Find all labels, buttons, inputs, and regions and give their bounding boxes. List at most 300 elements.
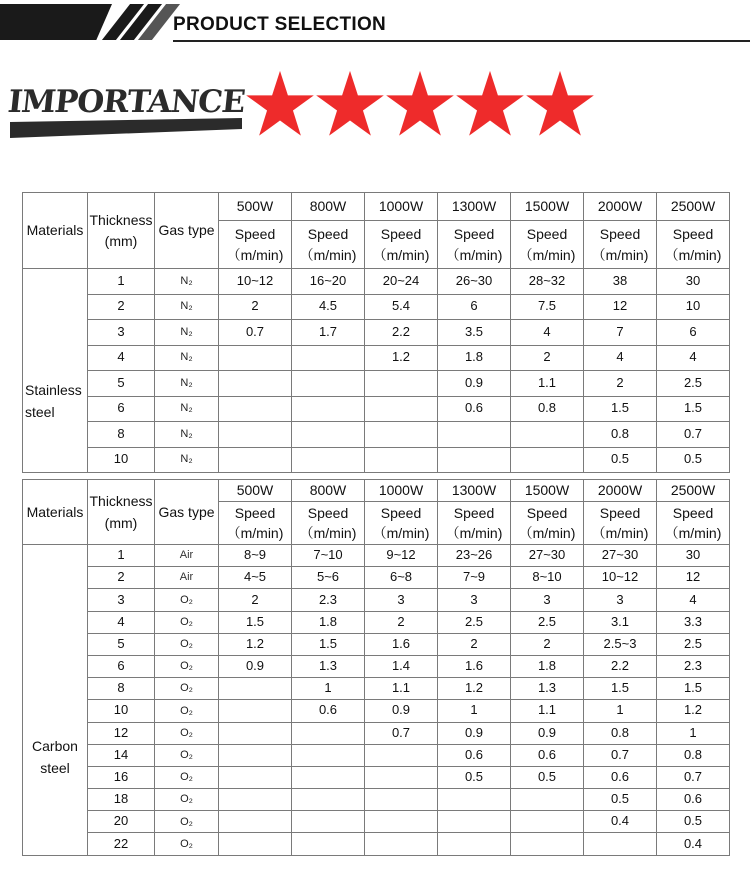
speed-header-label: Speed [234, 226, 276, 243]
power-header: 1500W [511, 193, 584, 221]
speed-cell: 1 [584, 700, 657, 722]
speed-cell: 1.6 [438, 655, 511, 677]
header-row [23, 480, 730, 502]
material-name-line1: Carbon [32, 738, 78, 755]
power-header: 800W [292, 480, 365, 502]
speed-cell: 0.6 [438, 396, 511, 422]
speed-cell [511, 789, 584, 811]
speed-cell [365, 396, 438, 422]
speed-cell [292, 396, 365, 422]
speed-cell [584, 833, 657, 855]
speed-cell [219, 744, 292, 766]
speed-header-label: Speed [599, 504, 641, 521]
speed-header-unit: （m/min) [372, 525, 430, 541]
gas-cell: N₂ [155, 396, 219, 422]
thickness-cell: 1 [88, 545, 155, 567]
speed-cell: 3 [511, 589, 584, 611]
carbon-steel-table [22, 479, 730, 856]
speed-cell: 5~6 [292, 567, 365, 589]
thickness-cell: 1 [88, 269, 155, 295]
thickness-cell: 5 [88, 633, 155, 655]
speed-header-label: Speed [526, 504, 568, 521]
table-row [23, 722, 730, 744]
speed-cell: 0.6 [511, 744, 584, 766]
speed-cell: 2.2 [584, 655, 657, 677]
speed-cell: 30 [657, 545, 730, 567]
speed-header [511, 221, 584, 269]
speed-cell [219, 396, 292, 422]
speed-cell: 1.8 [511, 655, 584, 677]
gas-cell: N₂ [155, 371, 219, 397]
speed-cell: 3 [438, 589, 511, 611]
speed-header [657, 502, 730, 545]
star-icon [384, 68, 456, 140]
speed-header-unit: （m/min) [372, 246, 430, 263]
material-name-line2: steel [25, 403, 55, 420]
speed-cell: 3.1 [584, 611, 657, 633]
header-black-bar [0, 4, 112, 40]
speed-cell [292, 811, 365, 833]
speed-header [438, 221, 511, 269]
speed-cell [292, 833, 365, 855]
speed-header-unit: （m/min) [518, 246, 576, 263]
thickness-cell: 14 [88, 744, 155, 766]
thickness-header-label: Thickness [89, 493, 153, 510]
speed-cell: 1 [292, 678, 365, 700]
speed-cell: 4 [584, 345, 657, 371]
thickness-header [88, 193, 155, 269]
section-header [0, 0, 750, 46]
thickness-cell: 10 [88, 447, 155, 473]
header-underline [173, 40, 750, 42]
speed-cell [292, 371, 365, 397]
speed-cell: 0.7 [219, 320, 292, 346]
speed-cell [292, 345, 365, 371]
speed-cell [511, 422, 584, 448]
speed-header-label: Speed [307, 226, 349, 243]
speed-cell: 0.9 [219, 655, 292, 677]
speed-cell: 0.5 [657, 447, 730, 473]
speed-cell: 2 [219, 294, 292, 320]
thickness-cell: 12 [88, 722, 155, 744]
speed-cell: 38 [584, 269, 657, 295]
gas-cell: O₂ [155, 700, 219, 722]
speed-cell: 2 [365, 611, 438, 633]
speed-cell: 12 [584, 294, 657, 320]
speed-cell: 0.8 [584, 422, 657, 448]
speed-cell: 1 [657, 722, 730, 744]
speed-cell [365, 766, 438, 788]
speed-cell [365, 744, 438, 766]
speed-header-label: Speed [380, 226, 422, 243]
thickness-cell: 8 [88, 422, 155, 448]
power-header: 2000W [584, 480, 657, 502]
gas-cell: O₂ [155, 833, 219, 855]
star-icon [314, 68, 386, 140]
table-row [23, 833, 730, 855]
power-header: 1300W [438, 480, 511, 502]
speed-cell: 23~26 [438, 545, 511, 567]
speed-cell [438, 833, 511, 855]
speed-cell [438, 447, 511, 473]
table-row [23, 269, 730, 295]
gas-cell: O₂ [155, 811, 219, 833]
speed-header [584, 221, 657, 269]
materials-header: Materials [23, 480, 88, 545]
gas-cell: N₂ [155, 320, 219, 346]
speed-cell [365, 447, 438, 473]
material-cell [23, 545, 88, 856]
power-header: 2000W [584, 193, 657, 221]
speed-cell: 0.8 [511, 396, 584, 422]
speed-cell: 7.5 [511, 294, 584, 320]
speed-header-unit: （m/min) [591, 525, 649, 541]
power-header: 500W [219, 480, 292, 502]
speed-cell: 1.1 [511, 700, 584, 722]
speed-cell: 12 [657, 567, 730, 589]
gas-cell: O₂ [155, 655, 219, 677]
speed-cell: 0.5 [657, 811, 730, 833]
speed-cell: 0.8 [657, 744, 730, 766]
speed-header-unit: （m/min) [226, 246, 284, 263]
gas-type-header: Gas type [155, 193, 219, 269]
power-header: 1300W [438, 193, 511, 221]
speed-cell: 2 [511, 633, 584, 655]
table-row [23, 633, 730, 655]
speed-cell: 1.6 [365, 633, 438, 655]
power-header: 800W [292, 193, 365, 221]
thickness-cell: 4 [88, 345, 155, 371]
power-header: 2500W [657, 480, 730, 502]
speed-cell: 1.5 [657, 678, 730, 700]
speed-cell [292, 722, 365, 744]
speed-cell: 9~12 [365, 545, 438, 567]
speed-cell: 1.5 [584, 678, 657, 700]
speed-header-label: Speed [526, 226, 568, 243]
speed-header [219, 502, 292, 545]
speed-cell: 1.3 [511, 678, 584, 700]
speed-cell: 1.8 [292, 611, 365, 633]
speed-cell: 1.8 [438, 345, 511, 371]
speed-cell: 0.9 [365, 700, 438, 722]
speed-header-unit: （m/min) [299, 246, 357, 263]
speed-header-label: Speed [672, 504, 714, 521]
speed-header-label: Speed [307, 504, 349, 521]
speed-cell: 7 [584, 320, 657, 346]
table-row [23, 320, 730, 346]
power-header: 1000W [365, 480, 438, 502]
speed-cell [219, 811, 292, 833]
speed-header [511, 502, 584, 545]
speed-cell: 0.9 [438, 371, 511, 397]
speed-cell: 7~9 [438, 567, 511, 589]
table-row [23, 811, 730, 833]
gas-cell: O₂ [155, 744, 219, 766]
speed-cell: 7~10 [292, 545, 365, 567]
speed-cell: 0.7 [657, 766, 730, 788]
stainless-steel-table [22, 192, 730, 473]
thickness-cell: 22 [88, 833, 155, 855]
speed-header [292, 221, 365, 269]
speed-cell [219, 447, 292, 473]
speed-cell: 27~30 [584, 545, 657, 567]
speed-cell [292, 789, 365, 811]
gas-type-header: Gas type [155, 480, 219, 545]
speed-cell [365, 789, 438, 811]
table-row [23, 396, 730, 422]
material-name-line2: steel [40, 760, 70, 777]
speed-cell: 2.5~3 [584, 633, 657, 655]
speed-cell [365, 371, 438, 397]
speed-cell: 8~9 [219, 545, 292, 567]
speed-cell: 0.5 [511, 766, 584, 788]
speed-cell: 10~12 [219, 269, 292, 295]
thickness-header-unit: (mm) [104, 233, 138, 249]
speed-cell: 6 [657, 320, 730, 346]
speed-cell [292, 447, 365, 473]
gas-cell: O₂ [155, 589, 219, 611]
speed-header [365, 502, 438, 545]
speed-cell [292, 744, 365, 766]
thickness-cell: 6 [88, 655, 155, 677]
table-row [23, 611, 730, 633]
speed-cell [438, 422, 511, 448]
thickness-cell: 18 [88, 789, 155, 811]
speed-cell [511, 811, 584, 833]
speed-cell: 0.5 [584, 789, 657, 811]
speed-cell: 2.5 [657, 371, 730, 397]
speed-header [657, 221, 730, 269]
speed-cell: 2.5 [657, 633, 730, 655]
speed-header-label: Speed [453, 504, 495, 521]
speed-cell: 1 [438, 700, 511, 722]
speed-header [292, 502, 365, 545]
speed-cell: 3.5 [438, 320, 511, 346]
speed-cell [219, 345, 292, 371]
speed-header-label: Speed [453, 226, 495, 243]
power-header: 500W [219, 193, 292, 221]
speed-cell [292, 766, 365, 788]
speed-cell: 1.2 [657, 700, 730, 722]
speed-cell: 0.9 [511, 722, 584, 744]
speed-cell: 20~24 [365, 269, 438, 295]
speed-header-unit: （m/min) [591, 246, 649, 263]
speed-cell: 1.7 [292, 320, 365, 346]
speed-cell: 6~8 [365, 567, 438, 589]
thickness-header-label: Thickness [89, 211, 153, 228]
speed-cell: 16~20 [292, 269, 365, 295]
header-row [23, 193, 730, 221]
speed-cell: 28~32 [511, 269, 584, 295]
speed-header-label: Speed [599, 226, 641, 243]
thickness-cell: 10 [88, 700, 155, 722]
table-row [23, 789, 730, 811]
speed-cell: 4 [657, 589, 730, 611]
gas-cell: N₂ [155, 447, 219, 473]
gas-cell: Air [155, 545, 219, 567]
speed-cell: 2.5 [438, 611, 511, 633]
speed-cell: 0.8 [584, 722, 657, 744]
speed-cell [219, 700, 292, 722]
speed-cell: 0.5 [584, 447, 657, 473]
table-row [23, 422, 730, 448]
speed-cell [219, 833, 292, 855]
speed-cell: 1.2 [438, 678, 511, 700]
speed-cell: 3 [365, 589, 438, 611]
speed-cell [219, 766, 292, 788]
gas-cell: O₂ [155, 633, 219, 655]
speed-cell [219, 422, 292, 448]
speed-cell: 0.7 [584, 744, 657, 766]
table-row [23, 545, 730, 567]
speed-cell [365, 833, 438, 855]
speed-cell: 2 [511, 345, 584, 371]
speed-cell [219, 371, 292, 397]
speed-cell: 5.4 [365, 294, 438, 320]
speed-cell [365, 811, 438, 833]
speed-cell: 10~12 [584, 567, 657, 589]
speed-cell: 2.3 [292, 589, 365, 611]
importance-swoosh [10, 118, 242, 138]
gas-cell: O₂ [155, 678, 219, 700]
speed-cell: 0.6 [438, 744, 511, 766]
speed-cell [438, 811, 511, 833]
speed-cell: 27~30 [511, 545, 584, 567]
speed-header-unit: （m/min) [299, 525, 357, 541]
speed-cell [511, 447, 584, 473]
power-header: 1000W [365, 193, 438, 221]
speed-cell: 2 [584, 371, 657, 397]
speed-cell: 0.6 [292, 700, 365, 722]
speed-header-unit: （m/min) [226, 525, 284, 541]
gas-cell: N₂ [155, 294, 219, 320]
star-icon [454, 68, 526, 140]
speed-cell: 10 [657, 294, 730, 320]
speed-cell: 1.3 [292, 655, 365, 677]
speed-cell: 30 [657, 269, 730, 295]
speed-header-unit: （m/min) [518, 525, 576, 541]
table-row [23, 655, 730, 677]
speed-cell: 2.2 [365, 320, 438, 346]
materials-header: Materials [23, 193, 88, 269]
power-header: 1500W [511, 480, 584, 502]
speed-cell [438, 789, 511, 811]
speed-cell [219, 789, 292, 811]
power-header: 2500W [657, 193, 730, 221]
table-row [23, 589, 730, 611]
speed-header [219, 221, 292, 269]
speed-cell: 0.6 [657, 789, 730, 811]
thickness-cell: 4 [88, 611, 155, 633]
star-icon [244, 68, 316, 140]
speed-header [438, 502, 511, 545]
material-cell [23, 269, 88, 473]
speed-cell: 0.4 [657, 833, 730, 855]
thickness-cell: 3 [88, 589, 155, 611]
speed-cell: 1.2 [365, 345, 438, 371]
importance-label: IMPORTANCE [6, 84, 247, 120]
speed-cell [365, 422, 438, 448]
gas-cell: N₂ [155, 269, 219, 295]
speed-cell: 2 [438, 633, 511, 655]
material-name-line1: Stainless [25, 381, 82, 398]
speed-cell [292, 422, 365, 448]
table-row [23, 700, 730, 722]
thickness-cell: 2 [88, 294, 155, 320]
table-row [23, 294, 730, 320]
speed-cell [219, 678, 292, 700]
speed-cell: 3.3 [657, 611, 730, 633]
speed-cell: 0.7 [365, 722, 438, 744]
speed-header [365, 221, 438, 269]
table-row [23, 678, 730, 700]
table-row [23, 447, 730, 473]
speed-cell: 1.1 [365, 678, 438, 700]
gas-cell: Air [155, 567, 219, 589]
speed-cell: 2.5 [511, 611, 584, 633]
thickness-cell: 5 [88, 371, 155, 397]
speed-cell: 4 [657, 345, 730, 371]
speed-cell: 0.9 [438, 722, 511, 744]
speed-header-label: Speed [380, 504, 422, 521]
thickness-cell: 6 [88, 396, 155, 422]
speed-cell: 1.5 [219, 611, 292, 633]
speed-cell: 0.4 [584, 811, 657, 833]
gas-cell: N₂ [155, 422, 219, 448]
importance-banner [6, 84, 247, 146]
speed-cell: 4~5 [219, 567, 292, 589]
table-row [23, 567, 730, 589]
thickness-cell: 2 [88, 567, 155, 589]
speed-cell: 8~10 [511, 567, 584, 589]
speed-header-label: Speed [672, 226, 714, 243]
gas-cell: O₂ [155, 766, 219, 788]
speed-cell: 6 [438, 294, 511, 320]
speed-cell: 4 [511, 320, 584, 346]
gas-cell: O₂ [155, 611, 219, 633]
speed-cell: 26~30 [438, 269, 511, 295]
speed-cell: 1.5 [657, 396, 730, 422]
speed-cell: 1.5 [584, 396, 657, 422]
speed-header-unit: （m/min) [445, 246, 503, 263]
thickness-cell: 3 [88, 320, 155, 346]
page-title: PRODUCT SELECTION [173, 14, 387, 35]
speed-cell [219, 722, 292, 744]
speed-cell [511, 833, 584, 855]
thickness-cell: 8 [88, 678, 155, 700]
thickness-cell: 16 [88, 766, 155, 788]
speed-cell: 1.2 [219, 633, 292, 655]
speed-cell: 0.7 [657, 422, 730, 448]
speed-cell: 2 [219, 589, 292, 611]
speed-cell: 1.4 [365, 655, 438, 677]
speed-cell: 1.1 [511, 371, 584, 397]
speed-cell: 0.6 [584, 766, 657, 788]
star-icon [524, 68, 596, 140]
table-row [23, 345, 730, 371]
gas-cell: O₂ [155, 722, 219, 744]
thickness-header-unit: (mm) [104, 514, 138, 531]
speed-header-label: Speed [234, 504, 276, 521]
speed-header-unit: （m/min) [664, 246, 722, 263]
table-row [23, 744, 730, 766]
speed-header [584, 502, 657, 545]
importance-rating [244, 68, 604, 148]
speed-cell: 4.5 [292, 294, 365, 320]
table-row [23, 371, 730, 397]
speed-header-unit: （m/min) [445, 525, 503, 541]
speed-header-unit: （m/min) [664, 525, 722, 541]
